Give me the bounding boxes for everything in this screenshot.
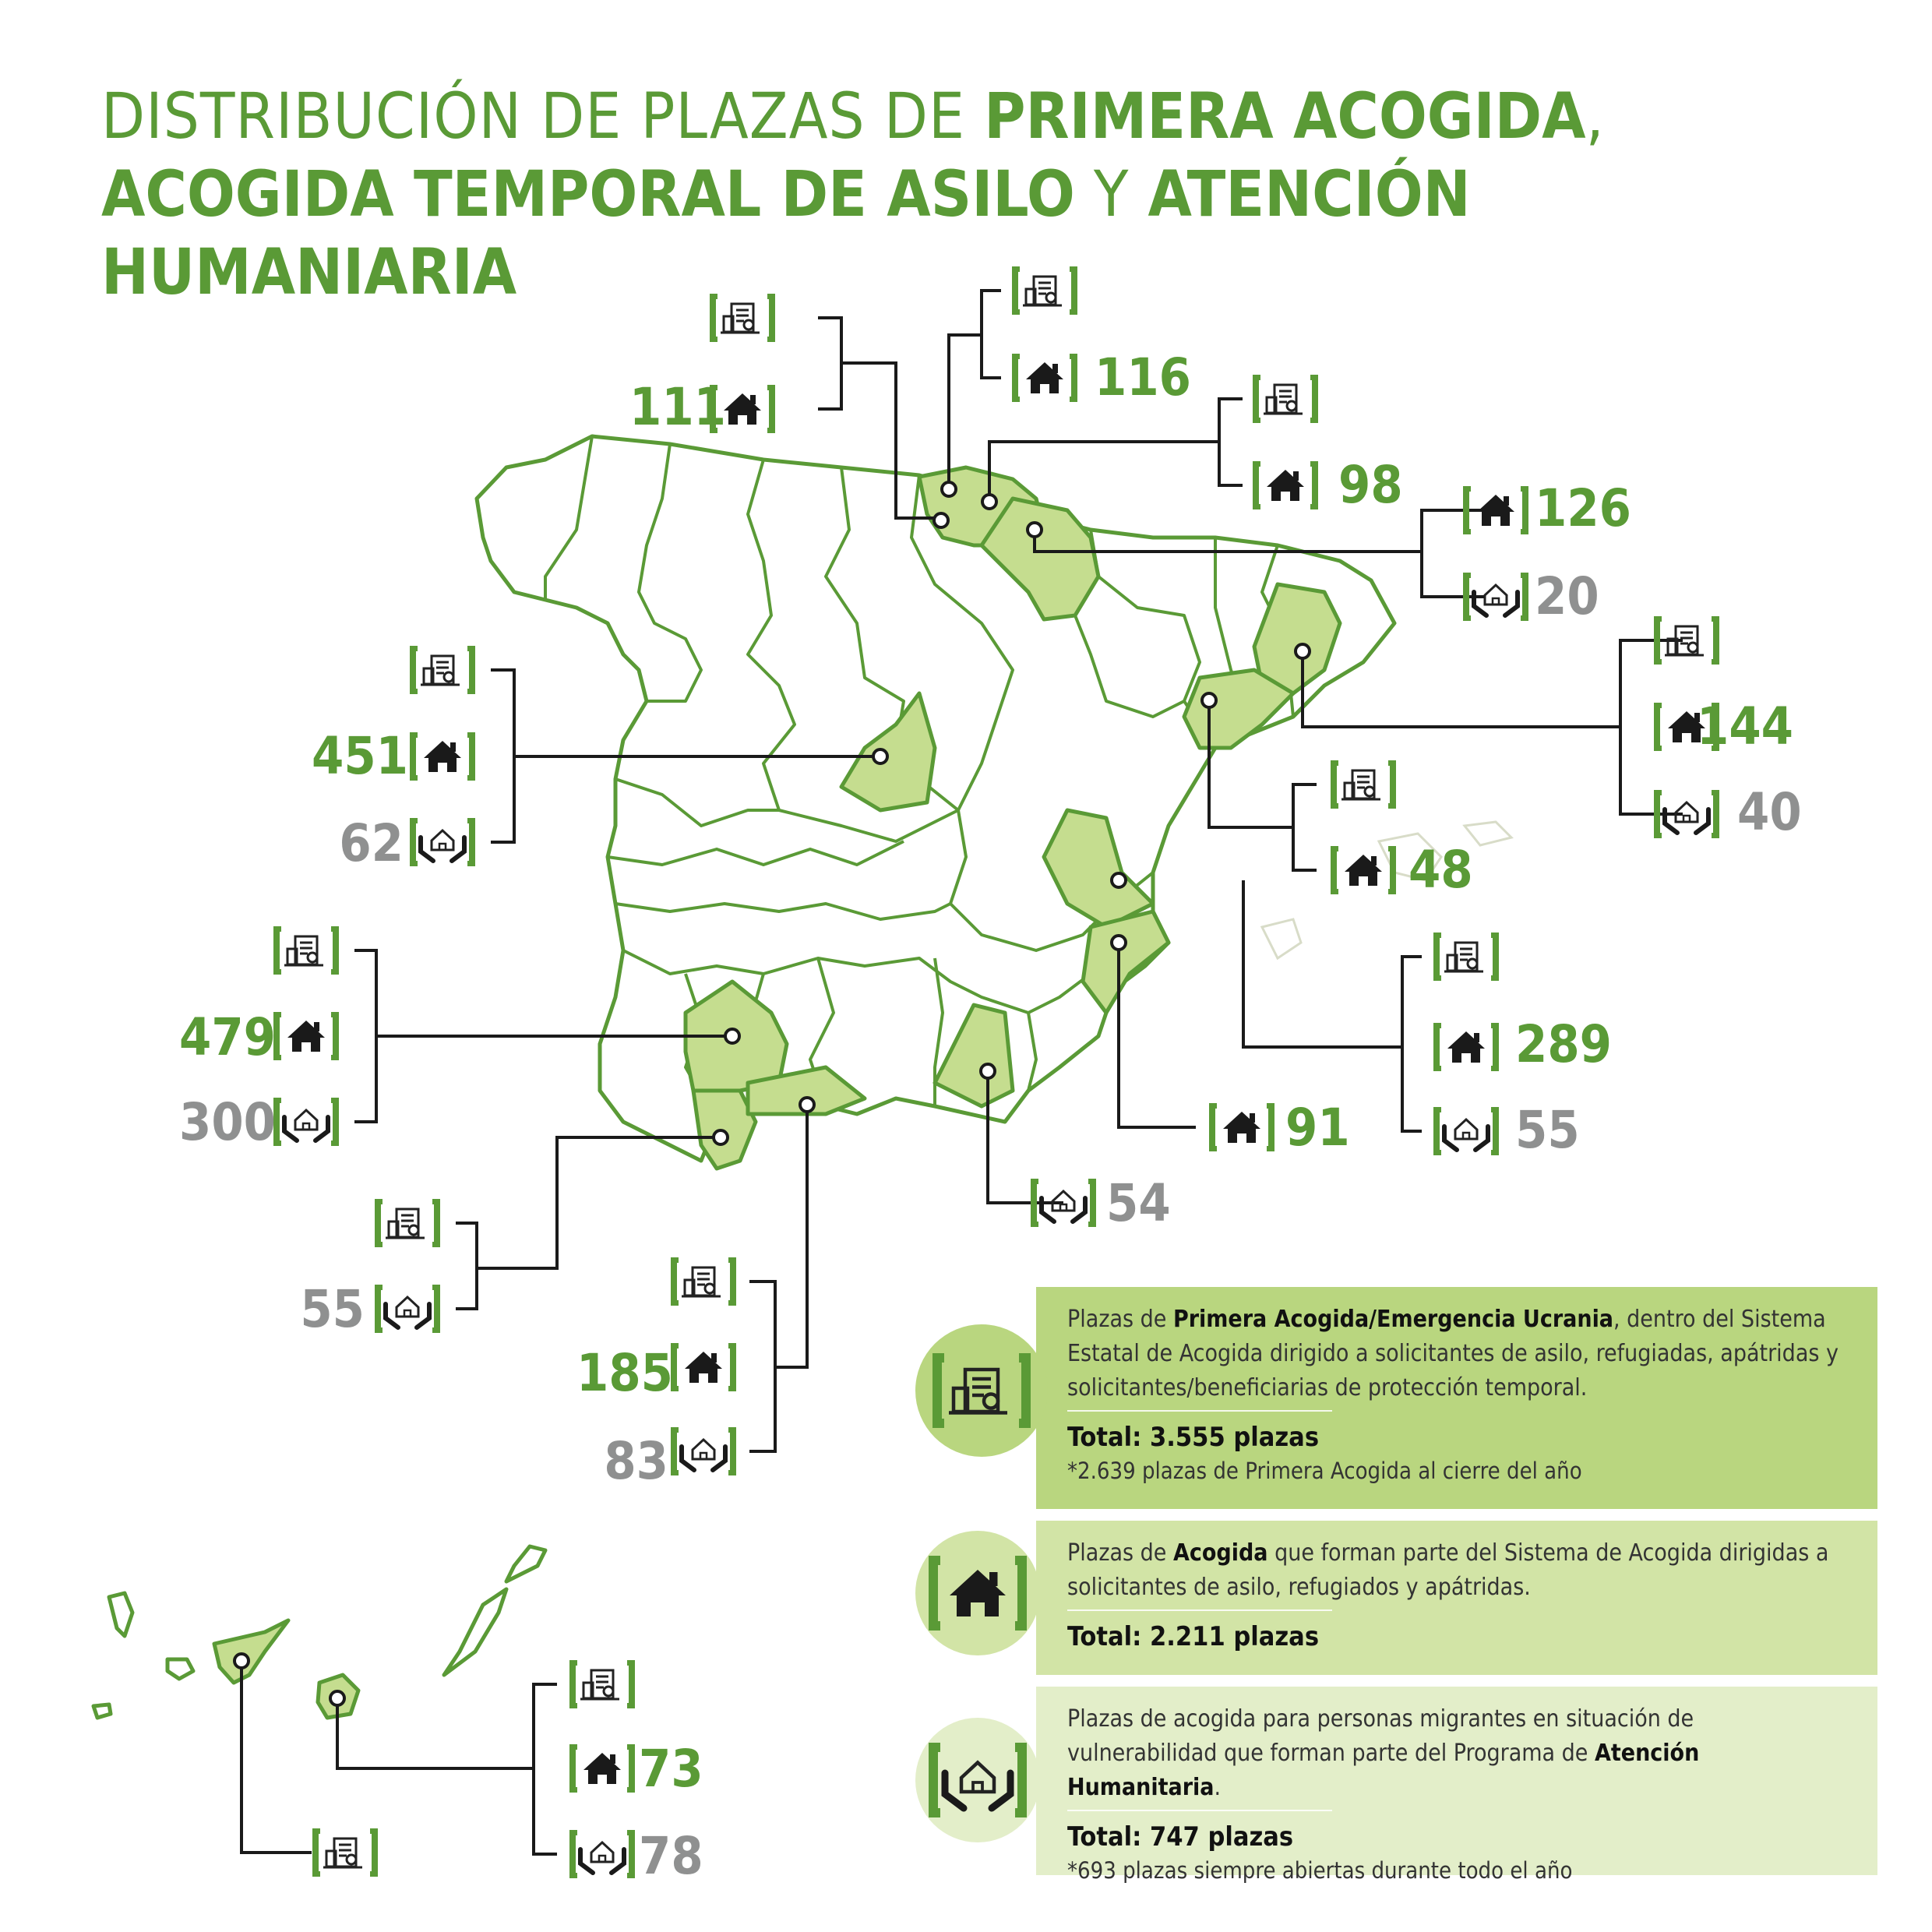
divider (1067, 1810, 1332, 1811)
hands-house-icon (273, 1098, 339, 1146)
region-alicante (1083, 911, 1169, 1013)
value-almeria-humanitaria: 54 (1106, 1173, 1171, 1233)
building-icon (915, 1324, 1048, 1457)
building-icon (569, 1660, 635, 1708)
value-valencia-humanitaria: 55 (1515, 1100, 1580, 1160)
legend-humanitaria-text: Plazas de acogida para personas migrantes en situación de vulnerabilidad que forman parte del Programa de (1067, 1705, 1694, 1767)
building-icon (1433, 933, 1499, 981)
house-icon (1253, 461, 1318, 509)
building-icon (671, 1257, 736, 1306)
legend-acogida: Plazas de Acogida que forman parte del Sistema de Acogida dirigidas a solicitantes de asilo, refugiados y apátridas. Total: 2.211 plazas (1036, 1521, 1877, 1675)
building-icon (1331, 760, 1396, 809)
house-icon (915, 1531, 1040, 1655)
value-alicante-acogida: 91 (1285, 1098, 1350, 1158)
hands-house-icon (375, 1285, 440, 1333)
legend-primera-text: Plazas de (1067, 1306, 1173, 1333)
page-title: DISTRIBUCIÓN DE PLAZAS DE PRIMERA ACOGIDA, ACOGIDA TEMPORAL DE ASILO Y ATENCIÓN HUMANIARIA (101, 80, 1605, 309)
hands-house-icon (1031, 1179, 1096, 1227)
building-icon (1253, 375, 1318, 423)
hands-house-icon (671, 1427, 736, 1475)
building-icon (312, 1828, 378, 1877)
value-barcelona-humanitaria: 40 (1737, 782, 1802, 842)
house-icon (273, 1012, 339, 1060)
legend-primera-total: Total: 3.555 plazas (1067, 1422, 1320, 1453)
divider (1067, 1609, 1332, 1611)
value-guipuzcoa-acogida: 98 (1338, 455, 1403, 515)
legend-humanitaria-total: Total: 747 plazas (1067, 1821, 1294, 1853)
legend-acogida-total: Total: 2.211 plazas (1067, 1621, 1320, 1652)
divider (1067, 1410, 1332, 1412)
building-icon (273, 926, 339, 975)
hands-house-icon (1463, 573, 1528, 621)
hands-house-icon (915, 1718, 1040, 1842)
legend-primera-circle (915, 1324, 1048, 1457)
value-sevilla-acogida: 479 (179, 1007, 276, 1067)
legend-humanitaria-circle (915, 1718, 1040, 1842)
region-tarragona (1184, 670, 1293, 748)
region-tenerife (214, 1620, 288, 1683)
legend-primera-note: *2.639 plazas de Primera Acogida al cierre del año (1067, 1458, 1582, 1484)
hands-house-icon (410, 818, 475, 866)
value-vizcaya-acogida: 116 (1095, 347, 1191, 407)
house-icon (1012, 354, 1077, 402)
legend-humanitaria-note: *693 plazas siempre abiertas durante todo el año (1067, 1857, 1573, 1884)
building-icon (410, 646, 475, 694)
value-madrid-humanitaria: 62 (339, 813, 404, 873)
house-icon (1463, 486, 1528, 534)
value-madrid-acogida: 451 (312, 726, 408, 786)
value-cadiz-humanitaria: 55 (300, 1279, 365, 1339)
building-icon (1654, 616, 1719, 665)
house-icon (1433, 1023, 1499, 1071)
value-gran-canaria-acogida: 73 (639, 1739, 703, 1799)
value-malaga-acogida: 185 (576, 1343, 673, 1403)
value-alava-acogida: 111 (629, 377, 726, 437)
legend-acogida-text: Plazas de (1067, 1539, 1173, 1567)
value-sevilla-humanitaria: 300 (179, 1092, 276, 1152)
value-malaga-humanitaria: 83 (604, 1431, 668, 1491)
building-icon (710, 294, 775, 342)
legend-acogida-circle (915, 1531, 1040, 1655)
building-icon (375, 1199, 440, 1247)
hands-house-icon (569, 1830, 635, 1878)
building-icon (1012, 266, 1077, 315)
house-icon (671, 1343, 736, 1391)
legend-humanitaria: Plazas de acogida para personas migrantes en situación de vulnerabilidad que forman parte del Programa de Atención Humanitaria. Total: 747 plazas *693 plazas siempre abiertas durante todo el año (1036, 1687, 1877, 1875)
house-icon (1331, 846, 1396, 894)
value-valencia-acogida: 289 (1515, 1014, 1612, 1074)
value-navarra-humanitaria: 20 (1535, 566, 1599, 626)
house-icon (410, 732, 475, 781)
canary-islands (93, 1546, 545, 1718)
house-icon (569, 1744, 635, 1793)
hands-house-icon (1654, 790, 1719, 838)
house-icon (1209, 1103, 1274, 1151)
value-navarra-acogida: 126 (1535, 478, 1631, 538)
value-gran-canaria-humanitaria: 78 (639, 1826, 703, 1886)
hands-house-icon (1433, 1107, 1499, 1155)
legend-primera-acogida: Plazas de Primera Acogida/Emergencia Ucrania, dentro del Sistema Estatal de Acogida dirigido a solicitantes de asilo, refugiadas, apátridas y solicitantes/beneficiarias de protección temporal. Total: 3.555 plazas *2.639 plazas de Primera Acogida al cierre del año (1036, 1287, 1877, 1509)
value-barcelona-acogida: 144 (1697, 696, 1793, 756)
value-tarragona-acogida: 48 (1408, 840, 1473, 900)
